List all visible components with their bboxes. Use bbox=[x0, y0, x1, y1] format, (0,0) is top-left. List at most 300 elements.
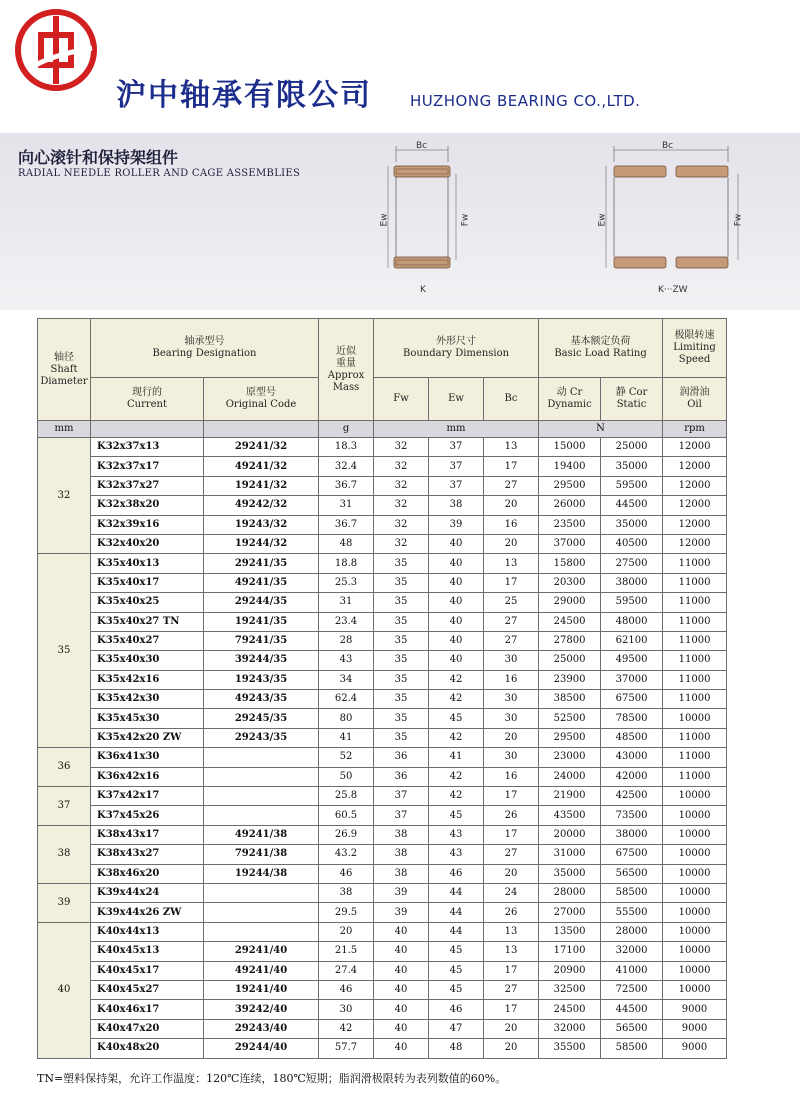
cell-static-load: 55500 bbox=[601, 903, 663, 922]
cell-bc: 30 bbox=[484, 651, 539, 670]
cell-static-load: 56500 bbox=[601, 1019, 663, 1038]
table-row bbox=[38, 903, 727, 922]
header-current: 现行的 Current bbox=[91, 378, 204, 421]
table-row bbox=[38, 1000, 727, 1019]
table-row bbox=[38, 534, 727, 553]
header-mass: 近似 重量 Approx Mass bbox=[319, 319, 374, 421]
unit-shaft: mm bbox=[38, 421, 91, 438]
cell-mass: 31 bbox=[319, 496, 374, 515]
cell-mass: 18.8 bbox=[319, 554, 374, 573]
table-row bbox=[38, 496, 727, 515]
cell-current-code: K38x43x27 bbox=[91, 845, 204, 864]
cell-bc: 17 bbox=[484, 825, 539, 844]
cell-bc: 13 bbox=[484, 942, 539, 961]
cell-original-code: 49241/32 bbox=[204, 457, 319, 476]
cell-ew: 44 bbox=[429, 883, 484, 902]
cell-dynamic-load: 15800 bbox=[539, 554, 601, 573]
cell-static-load: 48000 bbox=[601, 612, 663, 631]
header-bc: Bc bbox=[484, 378, 539, 421]
table-row bbox=[38, 806, 727, 825]
cell-ew: 42 bbox=[429, 728, 484, 747]
cell-dynamic-load: 21900 bbox=[539, 787, 601, 806]
cell-fw: 32 bbox=[374, 438, 429, 457]
cell-static-load: 38000 bbox=[601, 573, 663, 592]
unit-blank bbox=[91, 421, 204, 438]
cell-original-code: 19243/32 bbox=[204, 515, 319, 534]
cell-ew: 42 bbox=[429, 690, 484, 709]
cell-limiting-speed: 11000 bbox=[663, 554, 727, 573]
cell-ew: 37 bbox=[429, 438, 484, 457]
cell-limiting-speed: 11000 bbox=[663, 612, 727, 631]
cell-current-code: K32x37x17 bbox=[91, 457, 204, 476]
section-title-cn: 向心滚针和保持架组件 bbox=[18, 148, 179, 167]
cell-dynamic-load: 20000 bbox=[539, 825, 601, 844]
bearing-spec-table bbox=[37, 318, 727, 1059]
cell-ew: 40 bbox=[429, 573, 484, 592]
diagram-k-bc-label: Bc bbox=[416, 141, 428, 151]
cell-current-code: K38x46x20 bbox=[91, 864, 204, 883]
diagram-k-name: K bbox=[420, 285, 426, 295]
header-ew: Ew bbox=[429, 378, 484, 421]
cell-current-code: K35x40x17 bbox=[91, 573, 204, 592]
table-row bbox=[38, 457, 727, 476]
cell-original-code bbox=[204, 806, 319, 825]
cell-limiting-speed: 9000 bbox=[663, 1000, 727, 1019]
cell-dynamic-load: 29500 bbox=[539, 476, 601, 495]
cell-static-load: 27500 bbox=[601, 554, 663, 573]
company-name-en: HUZHONG BEARING CO.,LTD. bbox=[410, 92, 641, 110]
cell-fw: 37 bbox=[374, 787, 429, 806]
cell-original-code: 29245/35 bbox=[204, 709, 319, 728]
cell-limiting-speed: 10000 bbox=[663, 825, 727, 844]
cell-mass: 60.5 bbox=[319, 806, 374, 825]
cell-bc: 27 bbox=[484, 476, 539, 495]
cell-limiting-speed: 12000 bbox=[663, 438, 727, 457]
cell-ew: 40 bbox=[429, 554, 484, 573]
table-row bbox=[38, 593, 727, 612]
cell-mass: 36.7 bbox=[319, 515, 374, 534]
cell-limiting-speed: 12000 bbox=[663, 476, 727, 495]
cell-static-load: 42500 bbox=[601, 787, 663, 806]
cell-limiting-speed: 10000 bbox=[663, 903, 727, 922]
cell-static-load: 40500 bbox=[601, 534, 663, 553]
cell-bc: 24 bbox=[484, 883, 539, 902]
cell-current-code: K35x40x27 bbox=[91, 631, 204, 650]
cell-ew: 45 bbox=[429, 806, 484, 825]
cell-limiting-speed: 10000 bbox=[663, 942, 727, 961]
cell-mass: 26.9 bbox=[319, 825, 374, 844]
cell-current-code: K38x43x17 bbox=[91, 825, 204, 844]
cell-limiting-speed: 10000 bbox=[663, 787, 727, 806]
cell-bc: 17 bbox=[484, 787, 539, 806]
cell-static-load: 42000 bbox=[601, 767, 663, 786]
cell-bc: 13 bbox=[484, 922, 539, 941]
footnote: TN=塑料保持架，允许工作温度：120℃连续，180℃短期；脂润滑极限转为表列数值的60%。 bbox=[37, 1072, 507, 1085]
company-name-cn: 沪中轴承有限公司 bbox=[116, 78, 372, 113]
cell-mass: 46 bbox=[319, 864, 374, 883]
cell-current-code: K39x44x24 bbox=[91, 883, 204, 902]
shaft-diameter-cell: 37 bbox=[38, 787, 91, 826]
cell-ew: 40 bbox=[429, 593, 484, 612]
header-dynamic: 动 Cr Dynamic bbox=[539, 378, 601, 421]
cell-current-code: K40x45x27 bbox=[91, 980, 204, 999]
cell-fw: 32 bbox=[374, 476, 429, 495]
cell-limiting-speed: 12000 bbox=[663, 457, 727, 476]
cell-current-code: K35x45x30 bbox=[91, 709, 204, 728]
cell-bc: 16 bbox=[484, 767, 539, 786]
cell-static-load: 73500 bbox=[601, 806, 663, 825]
cell-bc: 13 bbox=[484, 554, 539, 573]
cell-fw: 35 bbox=[374, 631, 429, 650]
cell-mass: 30 bbox=[319, 1000, 374, 1019]
cell-original-code bbox=[204, 903, 319, 922]
cell-static-load: 32000 bbox=[601, 942, 663, 961]
cell-mass: 48 bbox=[319, 534, 374, 553]
company-logo-icon bbox=[14, 8, 98, 92]
cell-current-code: K40x47x20 bbox=[91, 1019, 204, 1038]
cell-static-load: 43000 bbox=[601, 748, 663, 767]
cell-ew: 46 bbox=[429, 864, 484, 883]
table-row bbox=[38, 728, 727, 747]
cell-fw: 40 bbox=[374, 1039, 429, 1058]
cell-static-load: 58500 bbox=[601, 1039, 663, 1058]
cell-ew: 38 bbox=[429, 496, 484, 515]
cell-ew: 37 bbox=[429, 476, 484, 495]
cell-bc: 16 bbox=[484, 670, 539, 689]
table-row bbox=[38, 980, 727, 999]
cell-fw: 39 bbox=[374, 903, 429, 922]
cell-limiting-speed: 10000 bbox=[663, 980, 727, 999]
table-row bbox=[38, 748, 727, 767]
cell-original-code bbox=[204, 922, 319, 941]
cell-dynamic-load: 29500 bbox=[539, 728, 601, 747]
shaft-diameter-cell: 40 bbox=[38, 922, 91, 1058]
cell-mass: 27.4 bbox=[319, 961, 374, 980]
cell-mass: 52 bbox=[319, 748, 374, 767]
cell-limiting-speed: 11000 bbox=[663, 573, 727, 592]
cell-mass: 25.3 bbox=[319, 573, 374, 592]
cell-ew: 45 bbox=[429, 961, 484, 980]
cell-original-code: 39244/35 bbox=[204, 651, 319, 670]
cell-current-code: K32x40x20 bbox=[91, 534, 204, 553]
cell-dynamic-load: 19400 bbox=[539, 457, 601, 476]
cell-static-load: 25000 bbox=[601, 438, 663, 457]
cell-static-load: 48500 bbox=[601, 728, 663, 747]
diagram-k-ew-label: Ew bbox=[379, 213, 390, 227]
cell-static-load: 78500 bbox=[601, 709, 663, 728]
cell-ew: 44 bbox=[429, 903, 484, 922]
cell-bc: 17 bbox=[484, 573, 539, 592]
cell-current-code: K36x41x30 bbox=[91, 748, 204, 767]
cell-limiting-speed: 10000 bbox=[663, 806, 727, 825]
cell-limiting-speed: 12000 bbox=[663, 515, 727, 534]
cell-static-load: 44500 bbox=[601, 496, 663, 515]
cell-bc: 27 bbox=[484, 980, 539, 999]
cell-limiting-speed: 10000 bbox=[663, 922, 727, 941]
cell-fw: 40 bbox=[374, 961, 429, 980]
cell-current-code: K40x44x13 bbox=[91, 922, 204, 941]
cell-fw: 40 bbox=[374, 942, 429, 961]
cell-limiting-speed: 11000 bbox=[663, 670, 727, 689]
cell-bc: 17 bbox=[484, 1000, 539, 1019]
cell-original-code bbox=[204, 767, 319, 786]
table-row bbox=[38, 845, 727, 864]
cell-original-code: 29241/35 bbox=[204, 554, 319, 573]
cell-static-load: 58500 bbox=[601, 883, 663, 902]
cell-current-code: K40x48x20 bbox=[91, 1039, 204, 1058]
cell-current-code: K37x42x17 bbox=[91, 787, 204, 806]
cell-static-load: 67500 bbox=[601, 690, 663, 709]
cell-dynamic-load: 29000 bbox=[539, 593, 601, 612]
cell-dynamic-load: 24500 bbox=[539, 612, 601, 631]
diagram-k-zw-ew-label: Ew bbox=[597, 213, 608, 227]
cell-mass: 25.8 bbox=[319, 787, 374, 806]
cell-dynamic-load: 25000 bbox=[539, 651, 601, 670]
cell-dynamic-load: 37000 bbox=[539, 534, 601, 553]
cell-original-code: 19241/32 bbox=[204, 476, 319, 495]
cell-current-code: K36x42x16 bbox=[91, 767, 204, 786]
cell-limiting-speed: 11000 bbox=[663, 651, 727, 670]
cell-dynamic-load: 32500 bbox=[539, 980, 601, 999]
cell-dynamic-load: 15000 bbox=[539, 438, 601, 457]
cell-original-code: 29243/35 bbox=[204, 728, 319, 747]
cell-ew: 42 bbox=[429, 767, 484, 786]
cell-dynamic-load: 31000 bbox=[539, 845, 601, 864]
cell-mass: 46 bbox=[319, 980, 374, 999]
cell-bc: 20 bbox=[484, 864, 539, 883]
cell-mass: 34 bbox=[319, 670, 374, 689]
header-original: 原型号 Original Code bbox=[204, 378, 319, 421]
cell-limiting-speed: 9000 bbox=[663, 1019, 727, 1038]
cell-fw: 36 bbox=[374, 748, 429, 767]
cell-original-code: 49242/32 bbox=[204, 496, 319, 515]
cell-mass: 31 bbox=[319, 593, 374, 612]
cell-static-load: 28000 bbox=[601, 922, 663, 941]
cell-dynamic-load: 27800 bbox=[539, 631, 601, 650]
cell-fw: 38 bbox=[374, 845, 429, 864]
cell-current-code: K35x40x30 bbox=[91, 651, 204, 670]
cell-current-code: K37x45x26 bbox=[91, 806, 204, 825]
cell-original-code: 29241/40 bbox=[204, 942, 319, 961]
cell-ew: 40 bbox=[429, 651, 484, 670]
cell-limiting-speed: 10000 bbox=[663, 961, 727, 980]
cell-dynamic-load: 20300 bbox=[539, 573, 601, 592]
cell-limiting-speed: 12000 bbox=[663, 496, 727, 515]
cell-ew: 39 bbox=[429, 515, 484, 534]
header-oil: 润滑油 Oil bbox=[663, 378, 727, 421]
cell-mass: 20 bbox=[319, 922, 374, 941]
cell-bc: 30 bbox=[484, 690, 539, 709]
cell-fw: 40 bbox=[374, 1019, 429, 1038]
cell-current-code: K32x37x13 bbox=[91, 438, 204, 457]
cell-current-code: K40x46x17 bbox=[91, 1000, 204, 1019]
cell-current-code: K32x39x16 bbox=[91, 515, 204, 534]
table-row bbox=[38, 767, 727, 786]
cell-static-load: 67500 bbox=[601, 845, 663, 864]
cell-original-code: 49241/40 bbox=[204, 961, 319, 980]
header-static: 静 Cor Static bbox=[601, 378, 663, 421]
cell-mass: 57.7 bbox=[319, 1039, 374, 1058]
cell-static-load: 49500 bbox=[601, 651, 663, 670]
cell-fw: 39 bbox=[374, 883, 429, 902]
cell-bc: 17 bbox=[484, 457, 539, 476]
cell-current-code: K35x42x30 bbox=[91, 690, 204, 709]
cell-static-load: 56500 bbox=[601, 864, 663, 883]
header-designation: 轴承型号 Bearing Designation bbox=[91, 319, 319, 378]
table-row bbox=[38, 612, 727, 631]
unit-load: N bbox=[539, 421, 663, 438]
header-boundary: 外形尺寸 Boundary Dimension bbox=[374, 319, 539, 378]
cell-dynamic-load: 38500 bbox=[539, 690, 601, 709]
table-row bbox=[38, 1039, 727, 1058]
shaft-diameter-cell: 38 bbox=[38, 825, 91, 883]
cell-ew: 45 bbox=[429, 942, 484, 961]
table-row bbox=[38, 922, 727, 941]
cell-fw: 32 bbox=[374, 496, 429, 515]
cell-dynamic-load: 20900 bbox=[539, 961, 601, 980]
cell-current-code: K32x37x27 bbox=[91, 476, 204, 495]
cell-mass: 38 bbox=[319, 883, 374, 902]
cell-fw: 32 bbox=[374, 515, 429, 534]
cell-dynamic-load: 27000 bbox=[539, 903, 601, 922]
cell-bc: 20 bbox=[484, 728, 539, 747]
cell-limiting-speed: 11000 bbox=[663, 728, 727, 747]
cell-ew: 43 bbox=[429, 825, 484, 844]
header-fw: Fw bbox=[374, 378, 429, 421]
cell-dynamic-load: 26000 bbox=[539, 496, 601, 515]
cell-ew: 45 bbox=[429, 980, 484, 999]
cell-mass: 29.5 bbox=[319, 903, 374, 922]
cell-mass: 41 bbox=[319, 728, 374, 747]
cell-ew: 44 bbox=[429, 922, 484, 941]
cell-dynamic-load: 17100 bbox=[539, 942, 601, 961]
cell-ew: 42 bbox=[429, 670, 484, 689]
table-row bbox=[38, 670, 727, 689]
cell-fw: 40 bbox=[374, 922, 429, 941]
cell-static-load: 59500 bbox=[601, 476, 663, 495]
cell-dynamic-load: 23900 bbox=[539, 670, 601, 689]
cell-limiting-speed: 11000 bbox=[663, 631, 727, 650]
table-row bbox=[38, 438, 727, 457]
cell-bc: 27 bbox=[484, 612, 539, 631]
cell-dynamic-load: 35000 bbox=[539, 864, 601, 883]
cell-fw: 36 bbox=[374, 767, 429, 786]
cell-bc: 26 bbox=[484, 903, 539, 922]
table-row bbox=[38, 787, 727, 806]
cell-fw: 35 bbox=[374, 554, 429, 573]
diagram-k-zw-fw-label: Fw bbox=[733, 213, 744, 227]
cell-bc: 20 bbox=[484, 1039, 539, 1058]
unit-speed: rpm bbox=[663, 421, 727, 438]
cell-ew: 45 bbox=[429, 709, 484, 728]
cell-original-code bbox=[204, 748, 319, 767]
cell-ew: 41 bbox=[429, 748, 484, 767]
cell-bc: 20 bbox=[484, 534, 539, 553]
cell-dynamic-load: 24500 bbox=[539, 1000, 601, 1019]
cell-fw: 35 bbox=[374, 709, 429, 728]
cell-fw: 40 bbox=[374, 1000, 429, 1019]
cell-static-load: 44500 bbox=[601, 1000, 663, 1019]
table-row bbox=[38, 883, 727, 902]
cell-ew: 40 bbox=[429, 534, 484, 553]
cell-dynamic-load: 32000 bbox=[539, 1019, 601, 1038]
cell-static-load: 62100 bbox=[601, 631, 663, 650]
cell-original-code: 19243/35 bbox=[204, 670, 319, 689]
cell-fw: 35 bbox=[374, 573, 429, 592]
cell-original-code: 49241/38 bbox=[204, 825, 319, 844]
cell-original-code: 79241/35 bbox=[204, 631, 319, 650]
cell-limiting-speed: 11000 bbox=[663, 593, 727, 612]
cell-bc: 17 bbox=[484, 961, 539, 980]
cell-current-code: K35x42x16 bbox=[91, 670, 204, 689]
cell-current-code: K35x40x27 TN bbox=[91, 612, 204, 631]
cell-dynamic-load: 23500 bbox=[539, 515, 601, 534]
cell-original-code: 19241/35 bbox=[204, 612, 319, 631]
cell-mass: 32.4 bbox=[319, 457, 374, 476]
shaft-diameter-cell: 35 bbox=[38, 554, 91, 748]
cell-mass: 42 bbox=[319, 1019, 374, 1038]
cell-fw: 38 bbox=[374, 864, 429, 883]
cell-ew: 46 bbox=[429, 1000, 484, 1019]
cell-dynamic-load: 35500 bbox=[539, 1039, 601, 1058]
cell-original-code: 49241/35 bbox=[204, 573, 319, 592]
table-row bbox=[38, 709, 727, 728]
section-title-en: RADIAL NEEDLE ROLLER AND CAGE ASSEMBLIES bbox=[18, 168, 301, 179]
cell-bc: 13 bbox=[484, 438, 539, 457]
shaft-diameter-cell: 36 bbox=[38, 748, 91, 787]
cell-fw: 38 bbox=[374, 825, 429, 844]
table-row bbox=[38, 864, 727, 883]
diagram-k-zw bbox=[596, 140, 746, 290]
shaft-diameter-cell: 39 bbox=[38, 883, 91, 922]
cell-original-code: 29244/40 bbox=[204, 1039, 319, 1058]
cell-ew: 40 bbox=[429, 631, 484, 650]
cell-original-code: 19244/38 bbox=[204, 864, 319, 883]
cell-limiting-speed: 11000 bbox=[663, 767, 727, 786]
table-row bbox=[38, 690, 727, 709]
cell-mass: 80 bbox=[319, 709, 374, 728]
header-speed: 极限转速 Limiting Speed bbox=[663, 319, 727, 378]
table-row bbox=[38, 942, 727, 961]
cell-bc: 25 bbox=[484, 593, 539, 612]
cell-current-code: K40x45x13 bbox=[91, 942, 204, 961]
cell-original-code: 29243/40 bbox=[204, 1019, 319, 1038]
cell-fw: 40 bbox=[374, 980, 429, 999]
table-row bbox=[38, 476, 727, 495]
cell-fw: 35 bbox=[374, 651, 429, 670]
cell-static-load: 38000 bbox=[601, 825, 663, 844]
cell-ew: 42 bbox=[429, 787, 484, 806]
cell-dynamic-load: 24000 bbox=[539, 767, 601, 786]
unit-blank bbox=[204, 421, 319, 438]
cell-current-code: K35x40x13 bbox=[91, 554, 204, 573]
cell-static-load: 37000 bbox=[601, 670, 663, 689]
cell-original-code: 79241/38 bbox=[204, 845, 319, 864]
cell-limiting-speed: 12000 bbox=[663, 534, 727, 553]
diagram-k-zw-bc-label: Bc bbox=[662, 141, 674, 151]
cell-dynamic-load: 13500 bbox=[539, 922, 601, 941]
cell-dynamic-load: 52500 bbox=[539, 709, 601, 728]
cell-original-code bbox=[204, 883, 319, 902]
cell-fw: 35 bbox=[374, 690, 429, 709]
cell-limiting-speed: 11000 bbox=[663, 690, 727, 709]
cell-current-code: K35x42x20 ZW bbox=[91, 728, 204, 747]
cell-bc: 30 bbox=[484, 709, 539, 728]
cell-limiting-speed: 10000 bbox=[663, 864, 727, 883]
cell-dynamic-load: 23000 bbox=[539, 748, 601, 767]
cell-bc: 30 bbox=[484, 748, 539, 767]
table-row bbox=[38, 573, 727, 592]
